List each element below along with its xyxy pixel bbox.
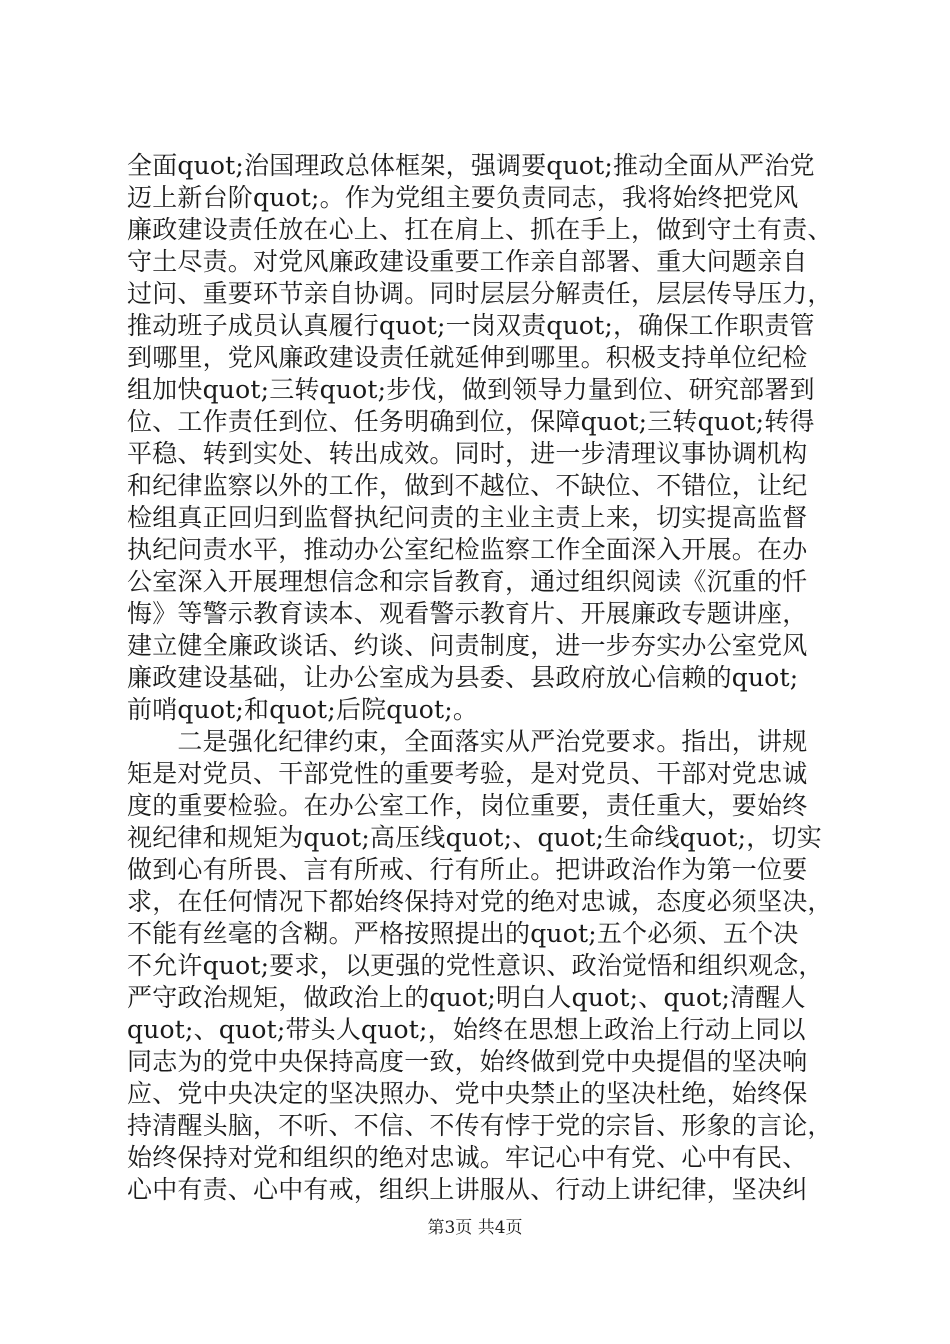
text-line: 组加快quot;三转quot;步伐，做到领导力量到位、研究部署到 [127, 375, 815, 404]
body-text [127, 150, 845, 1206]
text-line: 过问、重要环节亲自协调。同时层层分解责任，层层传导压力， [127, 279, 833, 308]
text-line: 心中有责、心中有戒，组织上讲服从、行动上讲纪律，坚决纠 [127, 1175, 808, 1204]
text-line: 同志为的党中央保持高度一致，始终做到党中央提倡的坚决响 [127, 1047, 808, 1076]
text-line: 公室深入开展理想信念和宗旨教育，通过组织阅读《沉重的忏 [127, 567, 808, 596]
text-line: 到哪里，党风廉政建设责任就延伸到哪里。积极支持单位纪检 [127, 343, 808, 372]
page-footer: 第3页 共4页 [427, 1218, 523, 1238]
text-line: 视纪律和规矩为quot;高压线quot;、quot;生命线quot;，切实 [127, 823, 822, 852]
text-line: 全面quot;治国理政总体框架，强调要quot;推动全面从严治党 [127, 151, 815, 180]
text-line: 迈上新台阶quot;。作为党组主要负责同志，我将始终把党风 [127, 183, 799, 212]
text-line: 前哨quot;和quot;后院quot;。 [127, 695, 479, 724]
text-line: 始终保持对党和组织的绝对忠诚。牢记心中有党、心中有民、 [127, 1143, 808, 1172]
text-line: 建立健全廉政谈话、约谈、问责制度，进一步夯实办公室党风 [127, 631, 808, 660]
text-line: 应、党中央决定的坚决照办、党中央禁止的坚决杜绝，始终保 [127, 1079, 808, 1108]
text-line: 廉政建设责任放在心上、扛在肩上、抓在手上，做到守土有责、 [127, 215, 833, 244]
text-line: 矩是对党员、干部党性的重要考验，是对党员、干部对党忠诚 [127, 759, 808, 788]
text-line: 严守政治规矩，做政治上的quot;明白人quot;、quot;清醒人 [127, 983, 806, 1012]
text-line: 度的重要检验。在办公室工作，岗位重要，责任重大，要始终 [127, 791, 808, 820]
text-line: 位、工作责任到位、任务明确到位，保障quot;三转quot;转得 [127, 407, 815, 436]
text-line: 执纪问责水平，推动办公室纪检监察工作全面深入开展。在办 [127, 535, 808, 564]
text-line: quot;、quot;带头人quot;，始终在思想上政治上行动上同以 [127, 1015, 806, 1044]
text-line: 廉政建设基础，让办公室成为县委、县政府放心信赖的quot; [127, 663, 799, 692]
text-line: 推动班子成员认真履行quot;一岗双责quot;，确保工作职责管 [127, 311, 815, 340]
text-line: 悔》等警示教育读本、观看警示教育片、开展廉政专题讲座， [127, 599, 808, 628]
text-line: 求，在任何情况下都始终保持对党的绝对忠诚，态度必须坚决， [127, 887, 833, 916]
text-line: 二是强化纪律约束，全面落实从严治党要求。指出，讲规 [127, 727, 808, 756]
text-line: 持清醒头脑，不听、不信、不传有悖于党的宗旨、形象的言论， [127, 1111, 833, 1140]
text-line: 做到心有所畏、言有所戒、行有所止。把讲政治作为第一位要 [127, 855, 808, 884]
text-line: 不能有丝毫的含糊。严格按照提出的quot;五个必须、五个决 [127, 919, 799, 948]
text-line: 和纪律监察以外的工作，做到不越位、不缺位、不错位，让纪 [127, 471, 808, 500]
text-line: 守土尽责。对党风廉政建设重要工作亲自部署、重大问题亲自 [127, 247, 808, 276]
text-line: 检组真正回归到监督执纪问责的主业主责上来，切实提高监督 [127, 503, 808, 532]
text-line: 平稳、转到实处、转出成效。同时，进一步清理议事协调机构 [127, 439, 808, 468]
text-line: 不允许quot;要求，以更强的党性意识、政治觉悟和组织观念， [127, 951, 824, 980]
